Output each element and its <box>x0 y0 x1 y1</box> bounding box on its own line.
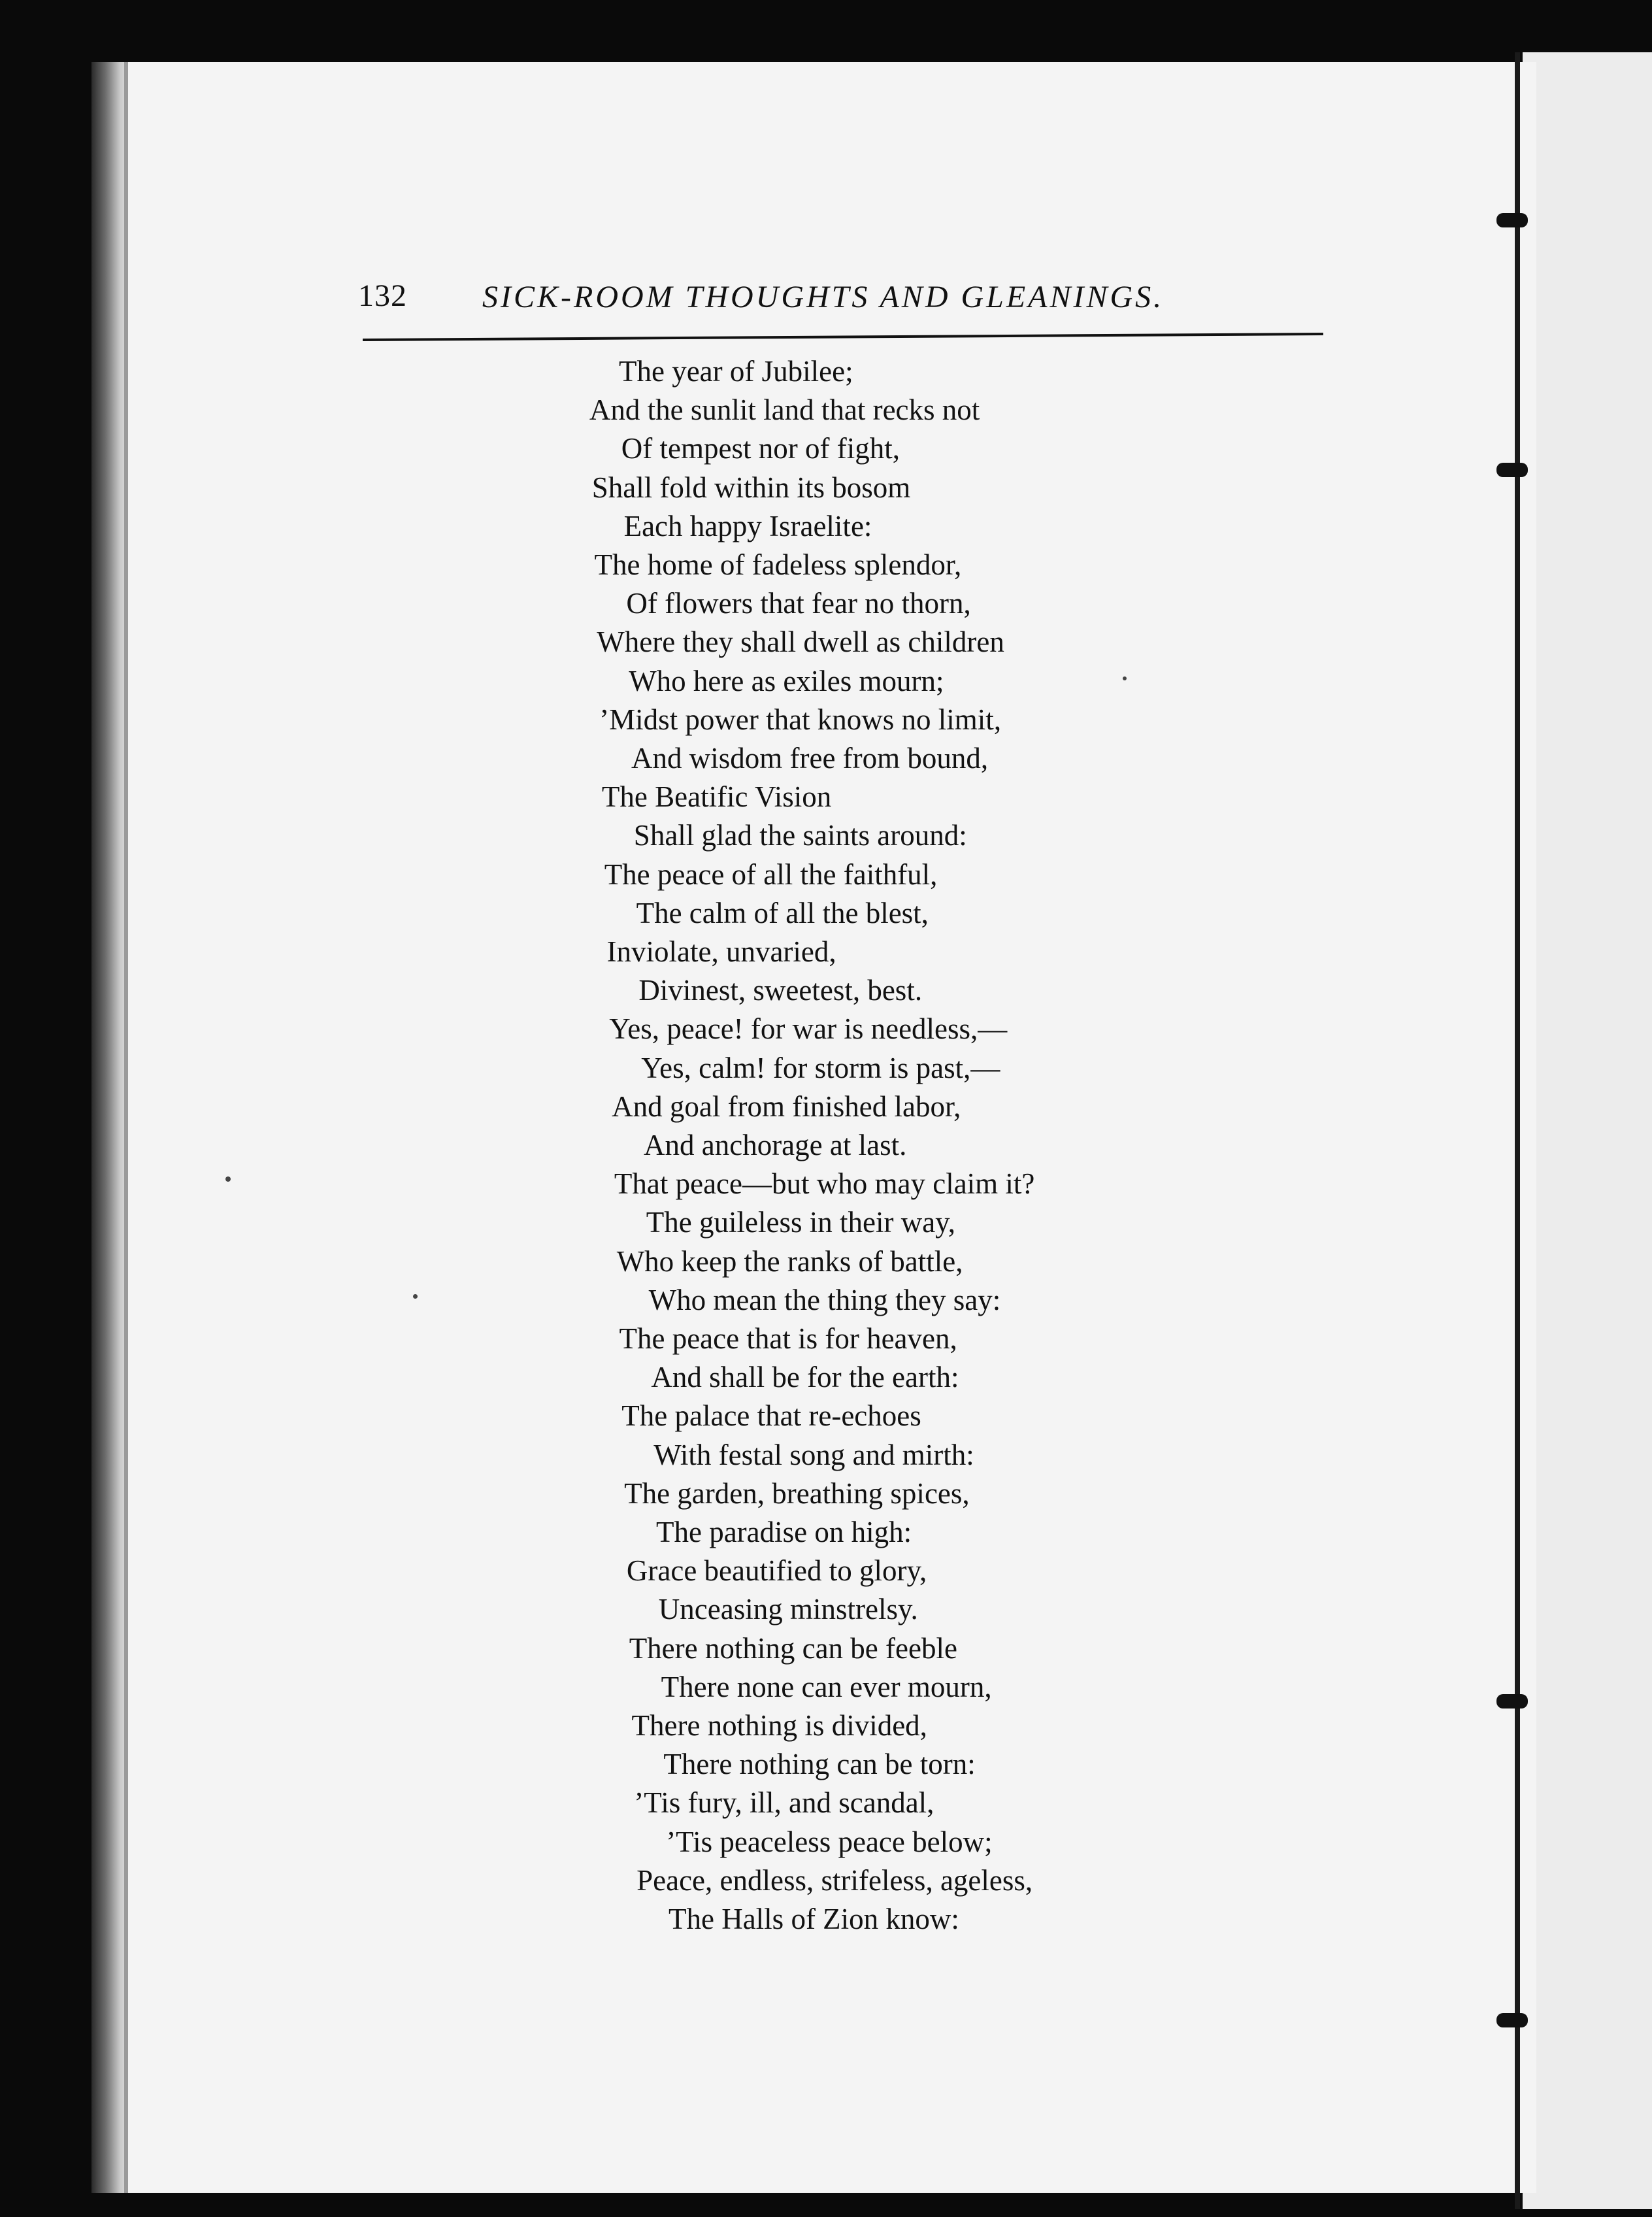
facing-page-edge <box>1523 52 1652 2209</box>
binding-thread-knot <box>1496 463 1528 477</box>
poem-line: Each happy Israelite: <box>623 509 872 542</box>
print-speck <box>413 1294 418 1299</box>
poem-line: There nothing can be feeble <box>629 1631 957 1665</box>
poem-line: The palace that re-echoes <box>621 1399 921 1433</box>
poem-line: The garden, breathing spices, <box>624 1476 970 1510</box>
poem-line: The home of fadeless splendor, <box>594 548 962 581</box>
poem-line: Divinest, sweetest, best. <box>638 974 923 1007</box>
poem-line: That peace—but who may claim it? <box>614 1167 1035 1201</box>
poem-line: And goal from finished labor, <box>612 1090 961 1123</box>
poem-line: ’Midst power that knows no limit, <box>599 703 1002 736</box>
poem-line: There none can ever mourn, <box>661 1670 992 1703</box>
running-head: SICK-ROOM THOUGHTS AND GLEANINGS. <box>482 280 1165 314</box>
poem-line: The guileless in their way, <box>646 1206 955 1239</box>
poem-line: ’Tis fury, ill, and scandal, <box>634 1786 934 1820</box>
poem-line: Who keep the ranks of battle, <box>616 1244 963 1278</box>
print-speck <box>225 1176 231 1182</box>
poem-line: The paradise on high: <box>656 1516 912 1548</box>
print-speck <box>1123 676 1127 680</box>
binding-thread-knot <box>1496 213 1528 227</box>
poem-line: Of tempest nor of fight, <box>621 432 900 465</box>
poem-line: Shall glad the saints around: <box>633 819 967 852</box>
poem-line: Unceasing minstrelsy. <box>658 1593 918 1626</box>
poem-line: The year of Jubilee; <box>619 355 853 388</box>
poem-line: Who here as exiles mourn; <box>629 664 944 697</box>
binding-thread-knot <box>1496 2013 1528 2027</box>
binding-line <box>1515 52 1520 2209</box>
poem-line: The peace that is for heaven, <box>619 1322 957 1355</box>
poem-line: The calm of all the blest, <box>636 896 929 929</box>
page-header <box>358 278 1325 324</box>
poem-line: Who mean the thing they say: <box>648 1283 1001 1316</box>
poem-line: Yes, calm! for storm is past,— <box>641 1051 1000 1084</box>
poem-line: ’Tis peaceless peace below; <box>666 1825 993 1858</box>
poem-line: There nothing is divided, <box>631 1709 927 1742</box>
poem-line: Of flowers that fear no thorn, <box>626 587 971 620</box>
poem-line: Shall fold within its bosom <box>591 471 911 504</box>
poem-line: The Halls of Zion know: <box>669 1903 959 1935</box>
poem-line: Yes, peace! for war is needless,— <box>609 1012 1008 1046</box>
poem-line: And wisdom free from bound, <box>631 742 989 775</box>
page-number: 132 <box>358 278 407 313</box>
poem-line: The Beatific Vision <box>601 780 832 814</box>
poem-line: The peace of all the faithful, <box>604 858 938 891</box>
poem-line: And shall be for the earth: <box>651 1361 959 1394</box>
poem-line: With festal song and mirth: <box>653 1438 974 1471</box>
poem-line: Peace, endless, strifeless, ageless, <box>636 1863 1033 1897</box>
poem-line: Grace beautified to glory, <box>626 1554 927 1588</box>
poem-line: And anchorage at last. <box>644 1129 907 1161</box>
poem-line: And the sunlit land that recks not <box>589 393 980 427</box>
poem-line: Where they shall dwell as children <box>597 625 1004 659</box>
poem-line: There nothing can be torn: <box>663 1748 976 1781</box>
poem-line: Inviolate, unvaried, <box>606 935 836 968</box>
binding-thread-knot <box>1496 1694 1528 1709</box>
